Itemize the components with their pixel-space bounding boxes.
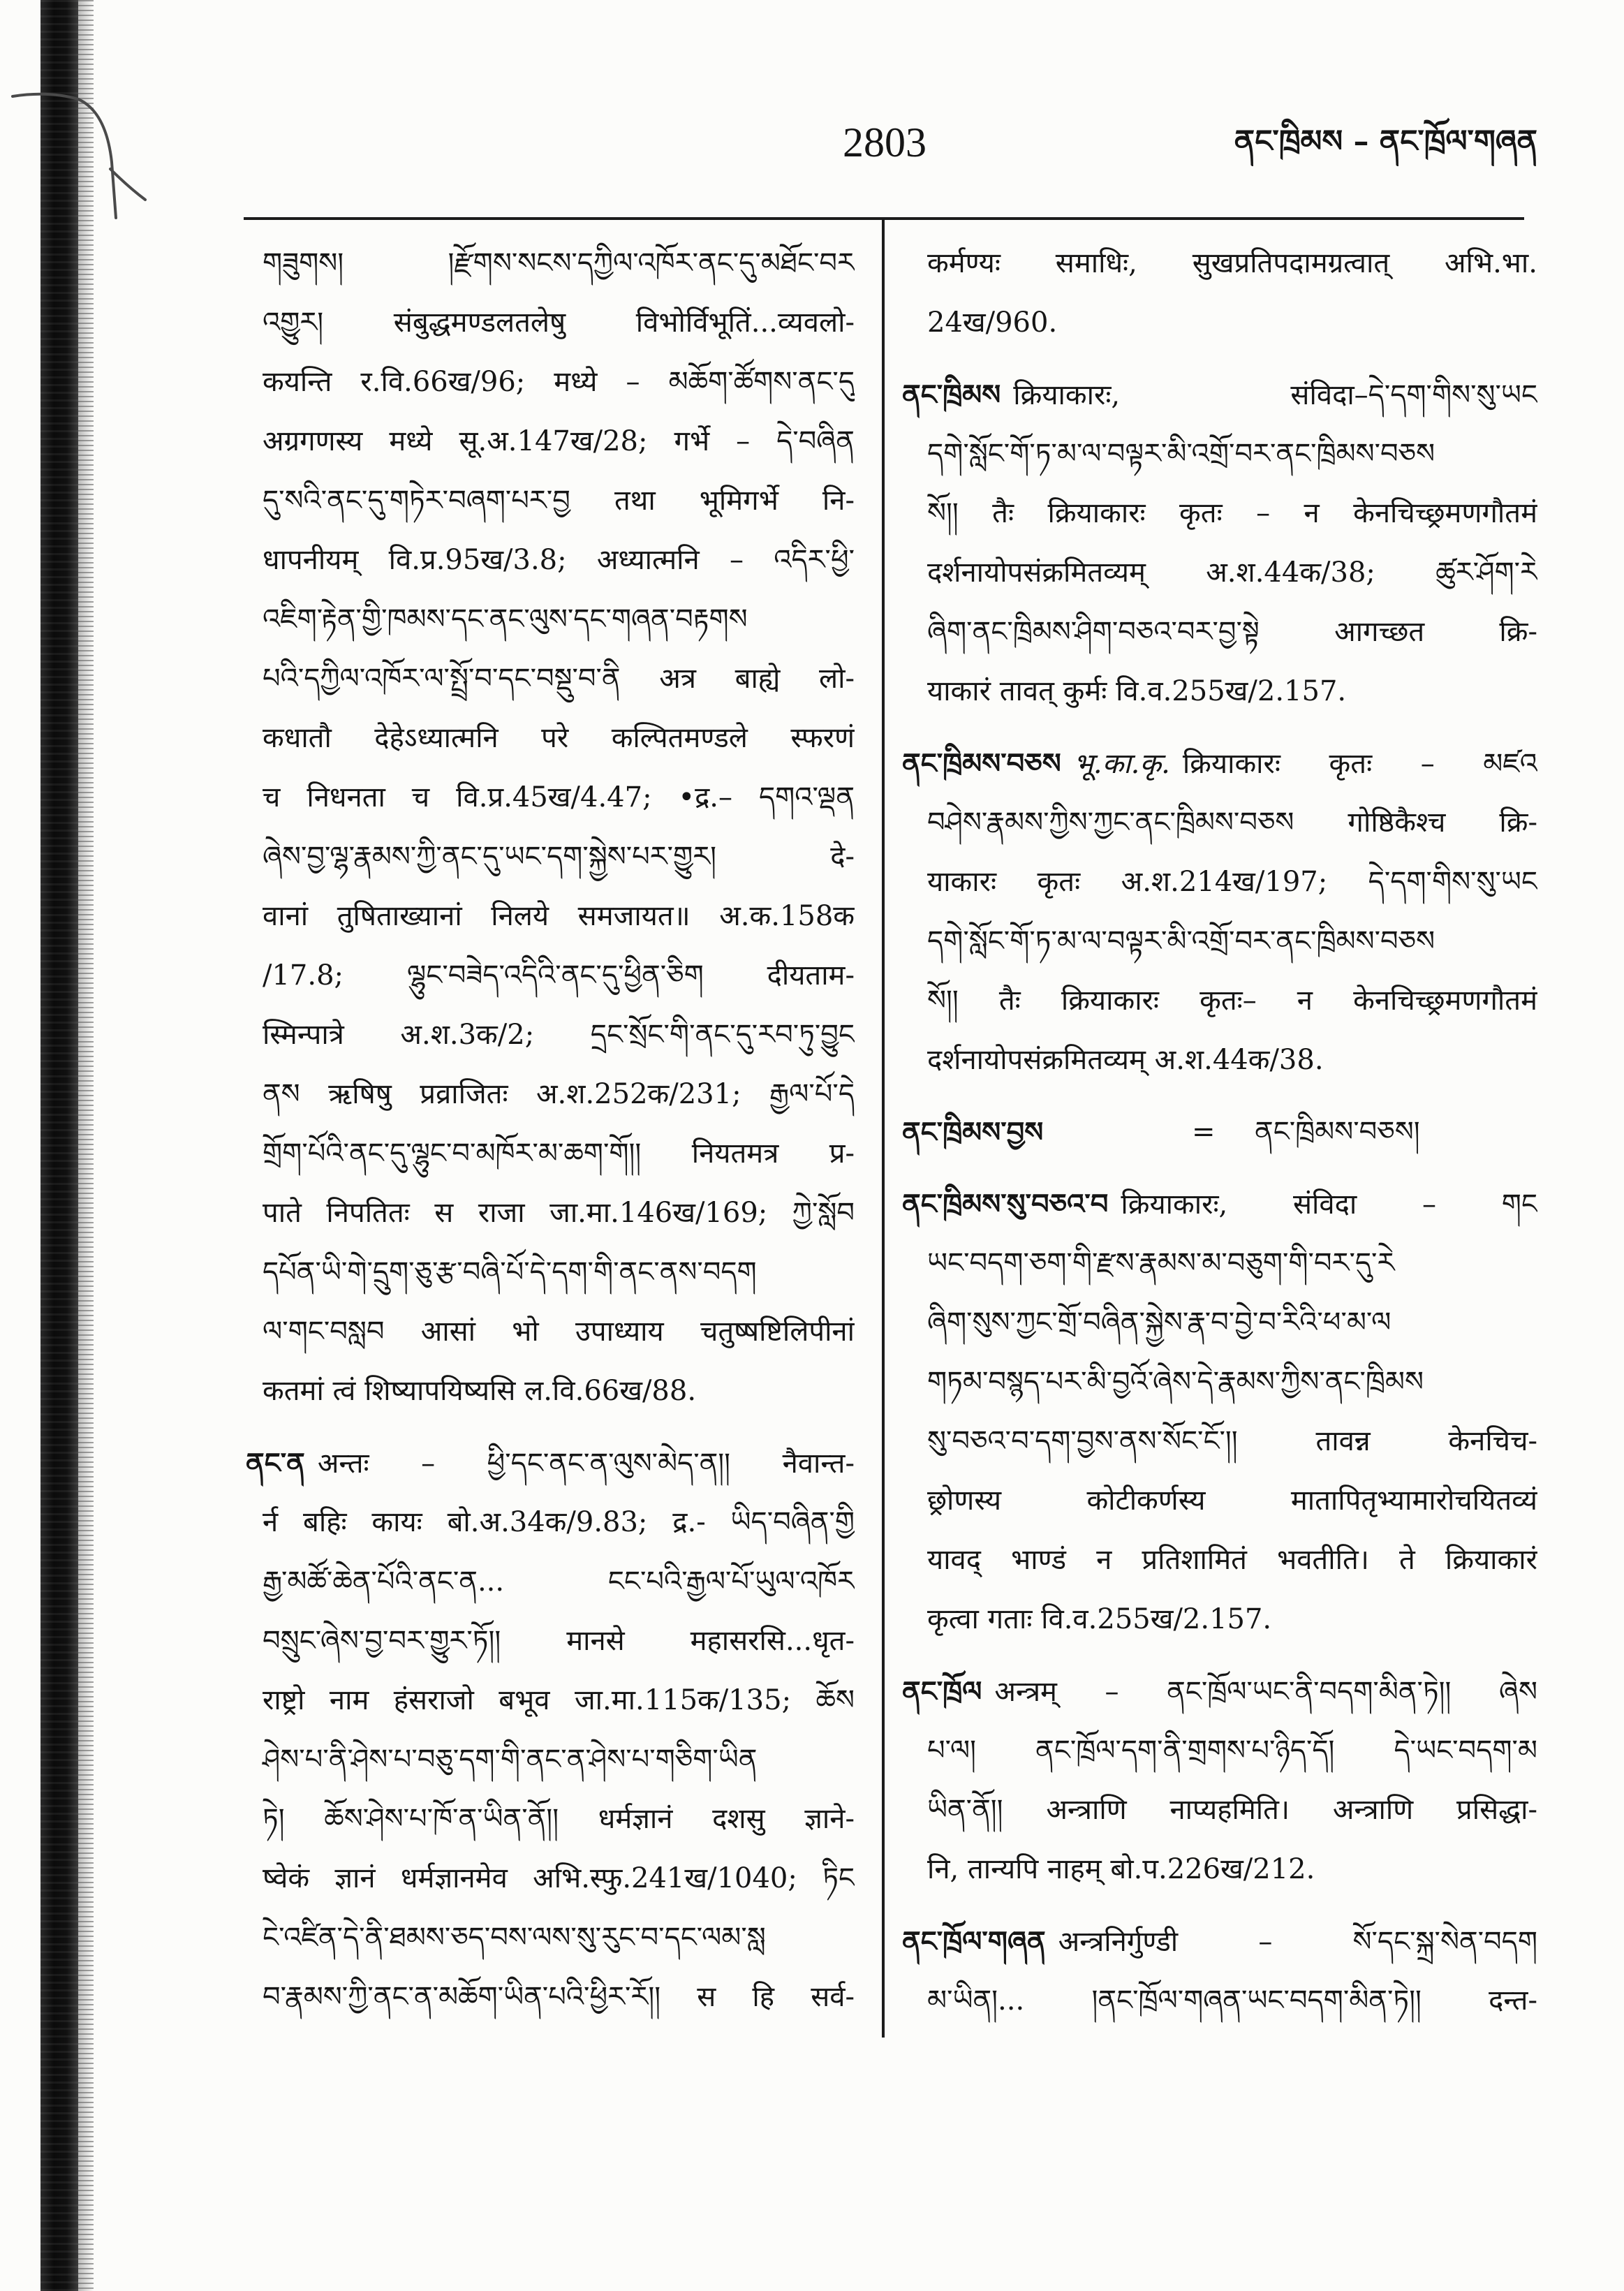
page-number: 2803	[843, 119, 927, 165]
entry-line: याकारं तावत् कुर्मः वि.व.255ख/2.157.	[927, 675, 1347, 707]
entry-line: राष्ट्रो नाम हंसराजो बभूव जा.मा.115क/135; ཆོས	[263, 1684, 855, 1716]
entry-first-line	[902, 734, 1537, 793]
headword: ནང་ཁྲིམས	[902, 378, 1001, 411]
headword: ནང་ཁྲིམས་བྱས	[902, 1116, 1044, 1149]
entry-line: च निधनता च वि.प्र.45ख/4.47; •द्र.– དགའ་ལྡན	[263, 781, 855, 813]
right-column	[902, 234, 1537, 2031]
entry-line: མ་ཡིན།... །ནང་ཁྲོལ་གཞན་ཡང་བདག་མིན་ཏེ།། दन्त-	[927, 1984, 1537, 2017]
entry-text: अन्तः – ཕྱི་དང་ནང་ན་ལུས་མེད་ན།། नैवान्त-	[317, 1447, 855, 1480]
entry-line: स्मिन्पात्रे अ.श.3क/2; དྲང་སྲོང་གི་ནང་དུ་རབ་ཏུ་བྱུང	[263, 1019, 855, 1051]
entry-line: कधातौ देहेऽध्यात्मनि परे कल्पितमण्डले स्फरणं	[263, 722, 855, 754]
entry-text: क्रियाकारः, संविदा – གང	[1121, 1188, 1537, 1221]
entry-line: བ་རྣམས་ཀྱི་ནང་ན་མཆོག་ཡིན་པའི་ཕྱིར་རོ།། स हि सर्व-	[263, 1981, 855, 2013]
entry-line: སོ།། तैः क्रियाकारः कृतः– न केनचिच्छ्रमणगौतमं	[927, 985, 1537, 1017]
entry-first-line	[902, 1662, 1537, 1721]
entry-line: ཏེ། ཆོས་ཤེས་པ་ཁོ་ན་ཡིན་ནོ།། धर्मज्ञानं दशसु ज्ञाने-	[263, 1803, 855, 1835]
binding-shadow	[40, 0, 78, 2291]
entry-line: སུ་བཅའ་བ་དག་བྱས་ནས་སོང་ངོ་།། तावन्न केनचिच-	[927, 1425, 1537, 1457]
headword: ནང་ཁྲིམས་སུ་བཅའ་བ	[902, 1188, 1109, 1221]
left-column	[246, 234, 855, 2027]
entry-line: ཞེས་བྱ་ལྷ་རྣམས་ཀྱི་ནང་དུ་ཡང་དག་སྐྱེས་པར་གྱུར། दे-	[263, 841, 855, 873]
entry-line: ནས ऋषिषु प्रव्राजितः अ.श.252क/231; རྒྱལ་པོ་དེ	[263, 1078, 855, 1110]
entry-line: པའི་དཀྱིལ་འཁོར་ལ་སྤྲོ་བ་དང་བསྡུ་བ་ནི अत्र बाह्ये लो-	[263, 663, 855, 695]
entry-line: कयन्ति र.वि.66ख/96; मध्ये – མཆོག་ཚོགས་ནང་དུ	[263, 366, 855, 398]
entry-line: ལ་གང་བསླབ आसां भो उपाध्याय चतुष्षष्टिलिपीनां	[263, 1316, 855, 1348]
entry-line: དགེ་སློང་གོ་ཏ་མ་ལ་བལྟར་མི་འགྲོ་བར་ནང་ཁྲིམས་བཅས	[927, 438, 1435, 470]
entry-first-line	[902, 1103, 1537, 1162]
entry-line: སོ།། तैः क्रियाकारः कृतः – न केनचिच्छ्रमणगौतमं	[927, 497, 1537, 529]
entry-line: /17.8; ལྷུང་བཟེད་འདིའི་ནང་དུ་ཕྱིན་ཅིག दीयताम-	[263, 959, 855, 992]
cross-reference: ནང་ཁྲིམས་བཅས།	[1255, 1116, 1420, 1148]
entry-nang-khrol-gzhan	[902, 1912, 1537, 2031]
entry-line: ཤེས་པ་ནི་ཤེས་པ་བཅུ་དག་གི་ནང་ན་ཤེས་པ་གཅིག་ཡིན	[263, 1744, 758, 1776]
entry-line: छ्रोणस्य कोटीकर्णस्य मातापितृभ्यामारोचयितव्यं	[927, 1485, 1537, 1517]
entry-line: 24ख/960.	[927, 307, 1058, 339]
entry-line: གཟུགས། །རྫོགས་སངས་དཀྱིལ་འཁོར་ནང་དུ་མཐོང་བར	[263, 247, 855, 279]
entry-text: अन्त्रनिर्गुण्डी – སོ་དང་སྐྲ་སེན་བདག	[1058, 1926, 1537, 1958]
entry-nang-khrims-byas	[902, 1103, 1537, 1162]
entry-nang-na	[246, 1434, 855, 2027]
entry-line: कृत्वा गताः वि.व.255ख/2.157.	[927, 1603, 1272, 1635]
entry-text: अन्त्रम् – ནང་ཁྲོལ་ཡང་ནི་བདག་མིན་ཏེ།། ཞེས	[994, 1676, 1537, 1708]
entry-line: གྲོག་པོའི་ནང་དུ་ལྷུང་བ་མཁོར་མ་ཆག་གོ།། नियतमत्र प्र-	[263, 1137, 855, 1170]
entry-line: དུ་སའི་ནང་དུ་གཏེར་བཞག་པར་བྱ तथा भूमिगर्भे नि-	[263, 485, 855, 517]
equals-sign: =	[1192, 1116, 1216, 1148]
entry-line: नि, तान्यपि नाहम् बो.प.226ख/212.	[927, 1853, 1315, 1885]
entry-line: वानां तुषिताख्यानां निलये समजायत॥ अ.क.158क	[263, 900, 855, 932]
entry-line: ཡང་བདག་ཅག་གི་རྫས་རྣམས་མ་བཅུག་གི་བར་དུ་རེ	[927, 1247, 1395, 1279]
entry-nang-khrims	[902, 365, 1537, 721]
entry-line: དགེ་སློང་གོ་ཏ་མ་ལ་བལྟར་མི་འགྲོ་བར་ནང་ཁྲིམས་བཅས	[927, 925, 1435, 957]
entry-line: र्न बहिः कायः बो.अ.34क/9.83; द्र.- ཡིད་བཞིན་གྱི	[263, 1506, 855, 1538]
entry-nang-khrims-su-bcaa-ba	[902, 1174, 1537, 1649]
entry-line: ཡིན་ནོ།། अन्त्राणि नाप्यहमिति। अन्त्राणि प्रसिद्धा-	[927, 1794, 1537, 1826]
entry-continuation	[902, 234, 1537, 353]
entry-line: འགྱུར། संबुद्धमण्डलतलेषु विभोर्विभूतिं...व्यवलो-	[263, 307, 855, 339]
entry-line: དཔོན་ཡི་གེ་དྲུག་ཅུ་རྩ་བཞི་པོ་དེ་དག་གི་ནང་ནས་བདག	[263, 1256, 757, 1288]
entry-line: याकारः कृतः अ.श.214ख/197; དེ་དག་གིས་སུ་ཡང	[927, 866, 1537, 898]
entry-nang-khrims-bcas	[902, 734, 1537, 1090]
entry-first-line	[902, 1174, 1537, 1234]
entry-line: दर्शनायोपसंक्रमितव्यम् अ.श.44क/38.	[927, 1044, 1324, 1076]
entry-continuation	[246, 234, 855, 1421]
entry-nang-khrol	[902, 1662, 1537, 1899]
entry-line: ཞིག་ནང་ཁྲིམས་ཤིག་བཅའ་བར་བྱ་སྟེ आगच्छत क्रि-	[927, 616, 1537, 648]
headword: ནང་ན	[246, 1447, 305, 1480]
entry-text: क्रियाकारः कृतः – མཛའ	[1182, 748, 1537, 780]
running-head: ནང་ཁྲིམས – ནང་ཁྲོལ་གཞན	[1234, 124, 1537, 159]
entry-first-line	[902, 1912, 1537, 1971]
entry-line: བཤེས་རྣམས་ཀྱིས་ཀྱང་ནང་ཁྲིམས་བཅས गोष्ठिकैश्च क्रि-	[927, 806, 1537, 839]
headword: ནང་ཁྲོལ་གཞན	[902, 1925, 1046, 1958]
entry-line: ཞིག་སུས་ཀྱང་གྲོ་བཞིན་སྐྱེས་རྣ་བ་བྱེ་བ་རིའི་ཕ་མ་ལ	[927, 1306, 1392, 1339]
entry-first-line	[902, 365, 1537, 425]
entry-line: कर्मण्यः समाधिः, सुखप्रतिपदामग्रत्वात् अभि.भा.	[927, 247, 1537, 279]
entry-line: ངེ་འཛིན་དེ་ནི་ཐམས་ཅད་བས་ལས་སུ་རུང་བ་དང་ལམ་སླ	[263, 1922, 766, 1954]
headword: ནང་ཁྲིམས་བཅས	[902, 747, 1061, 780]
entry-line: བསྲུང་ཞེས་བྱ་བར་གྱུར་ཏོ།། मानसे महासरसि...धृत-	[263, 1625, 855, 1657]
entry-line: यावद् भाण्डं न प्रतिशामितं भवतीति। ते क्रियाकारं	[927, 1544, 1537, 1576]
column-divider	[882, 219, 885, 2038]
entry-line: दर्शनायोपसंक्रमितव्यम् अ.श.44क/38; ཚུར་ཤོག་རེ	[927, 557, 1537, 589]
headword: ནང་ཁྲོལ	[902, 1675, 982, 1708]
entry-first-line	[246, 1434, 855, 1493]
entry-line: कतमां त्वं शिष्यापयिष्यसि ल.वि.66ख/88.	[263, 1375, 697, 1407]
entry-line: འཇིག་རྟེན་གྱི་ཁམས་དང་ནང་ལུས་དང་གཞན་བརྟགས	[263, 603, 748, 635]
binding-speckle	[78, 0, 94, 2291]
entry-text: क्रियाकारः, संविदा–དེ་དག་གིས་སུ་ཡང	[1013, 379, 1537, 411]
entry-line: པ་ལ། ནང་ཁྲོལ་དག་ནི་གྲགས་པ་ཉིད་དོ། དེ་ཡང་བདག་མ	[927, 1734, 1537, 1767]
grammar-label: भू.का.कृ.	[1073, 748, 1170, 780]
entry-line: धापनीयम् वि.प्र.95ख/3.8; अध्यात्मनि – འདིར་ཕྱི་	[263, 544, 855, 576]
entry-line: अग्रगणस्य मध्ये सू.अ.147ख/28; गर्भे – དེ་བཞིན	[263, 425, 855, 457]
binding-mark	[0, 0, 182, 251]
entry-line: རྒྱ་མཚོ་ཆེན་པོའི་ནང་ན... ངང་པའི་རྒྱལ་པོ་ཡུལ་འཁོར	[263, 1566, 855, 1598]
entry-line: ष्वेकं ज्ञानं धर्मज्ञानमेव अभि.स्फु.241ख/1040; ཏིང	[263, 1862, 855, 1894]
entry-line: གཏམ་བསྙད་པར་མི་བྱའོ་ཞེས་དེ་རྣམས་ཀྱིས་ནང་ཁྲིམས	[927, 1366, 1424, 1398]
entry-line: पाते निपतितः स राजा जा.मा.146ख/169; ཀྱེ་སློབ	[263, 1197, 855, 1229]
